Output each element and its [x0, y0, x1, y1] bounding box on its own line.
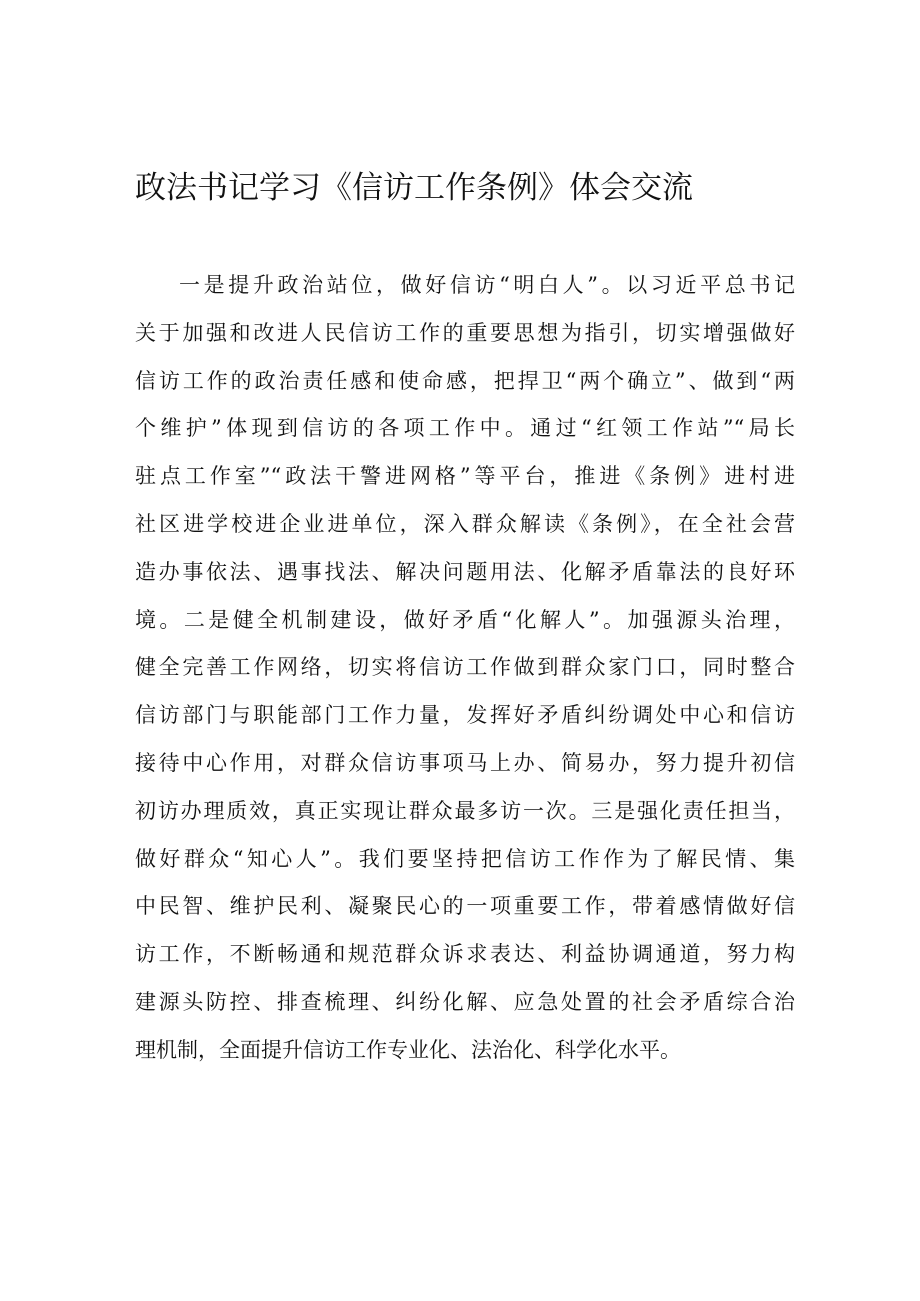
document-title: 政法书记学习《信访工作条例》体会交流 — [135, 170, 693, 206]
body-line: 境。二是健全机制建设，做好矛盾“化解人”。加强源头治理， — [135, 607, 795, 632]
body-line: 接待中心作用，对群众信访事项马上办、简易办，努力提升初信 — [135, 750, 795, 775]
body-line: 访工作，不断畅通和规范群众诉求表达、利益协调通道，努力构 — [135, 942, 795, 967]
body-line: 关于加强和改进人民信访工作的重要思想为指引，切实增强做好 — [135, 320, 795, 345]
body-line: 信访部门与职能部门工作力量，发挥好矛盾纠纷调处中心和信访 — [135, 703, 795, 728]
body-line: 建源头防控、排查梳理、纠纷化解、应急处置的社会矛盾综合治 — [135, 989, 795, 1014]
body-line: 初访办理质效，真正实现让群众最多访一次。三是强化责任担当， — [135, 798, 795, 823]
body-line: 一是提升政治站位，做好信访“明白人”。以习近平总书记 — [179, 273, 795, 297]
body-line: 社区进学校进企业进单位，深入群众解读《条例》，在全社会营 — [135, 511, 795, 536]
body-line: 造办事依法、遇事找法、解决问题用法、化解矛盾靠法的良好环 — [135, 559, 795, 584]
body-line: 驻点工作室”“政法干警进网格”等平台，推进《条例》进村进 — [135, 464, 795, 489]
body-line: 信访工作的政治责任感和使命感，把捍卫“两个确立”、做到“两 — [135, 368, 795, 393]
body-line: 健全完善工作网络，切实将信访工作做到群众家门口，同时整合 — [135, 655, 795, 680]
body-line: 中民智、维护民利、凝聚民心的一项重要工作，带着感情做好信 — [135, 894, 795, 919]
body-line: 个维护”体现到信访的各项工作中。通过“红领工作站”“局长 — [135, 416, 795, 441]
body-line: 做好群众“知心人”。我们要坚持把信访工作作为了解民情、集 — [135, 846, 795, 871]
body-line: 理机制，全面提升信访工作专业化、法治化、科学化水平。 — [135, 1037, 681, 1062]
document-body — [135, 262, 795, 1075]
